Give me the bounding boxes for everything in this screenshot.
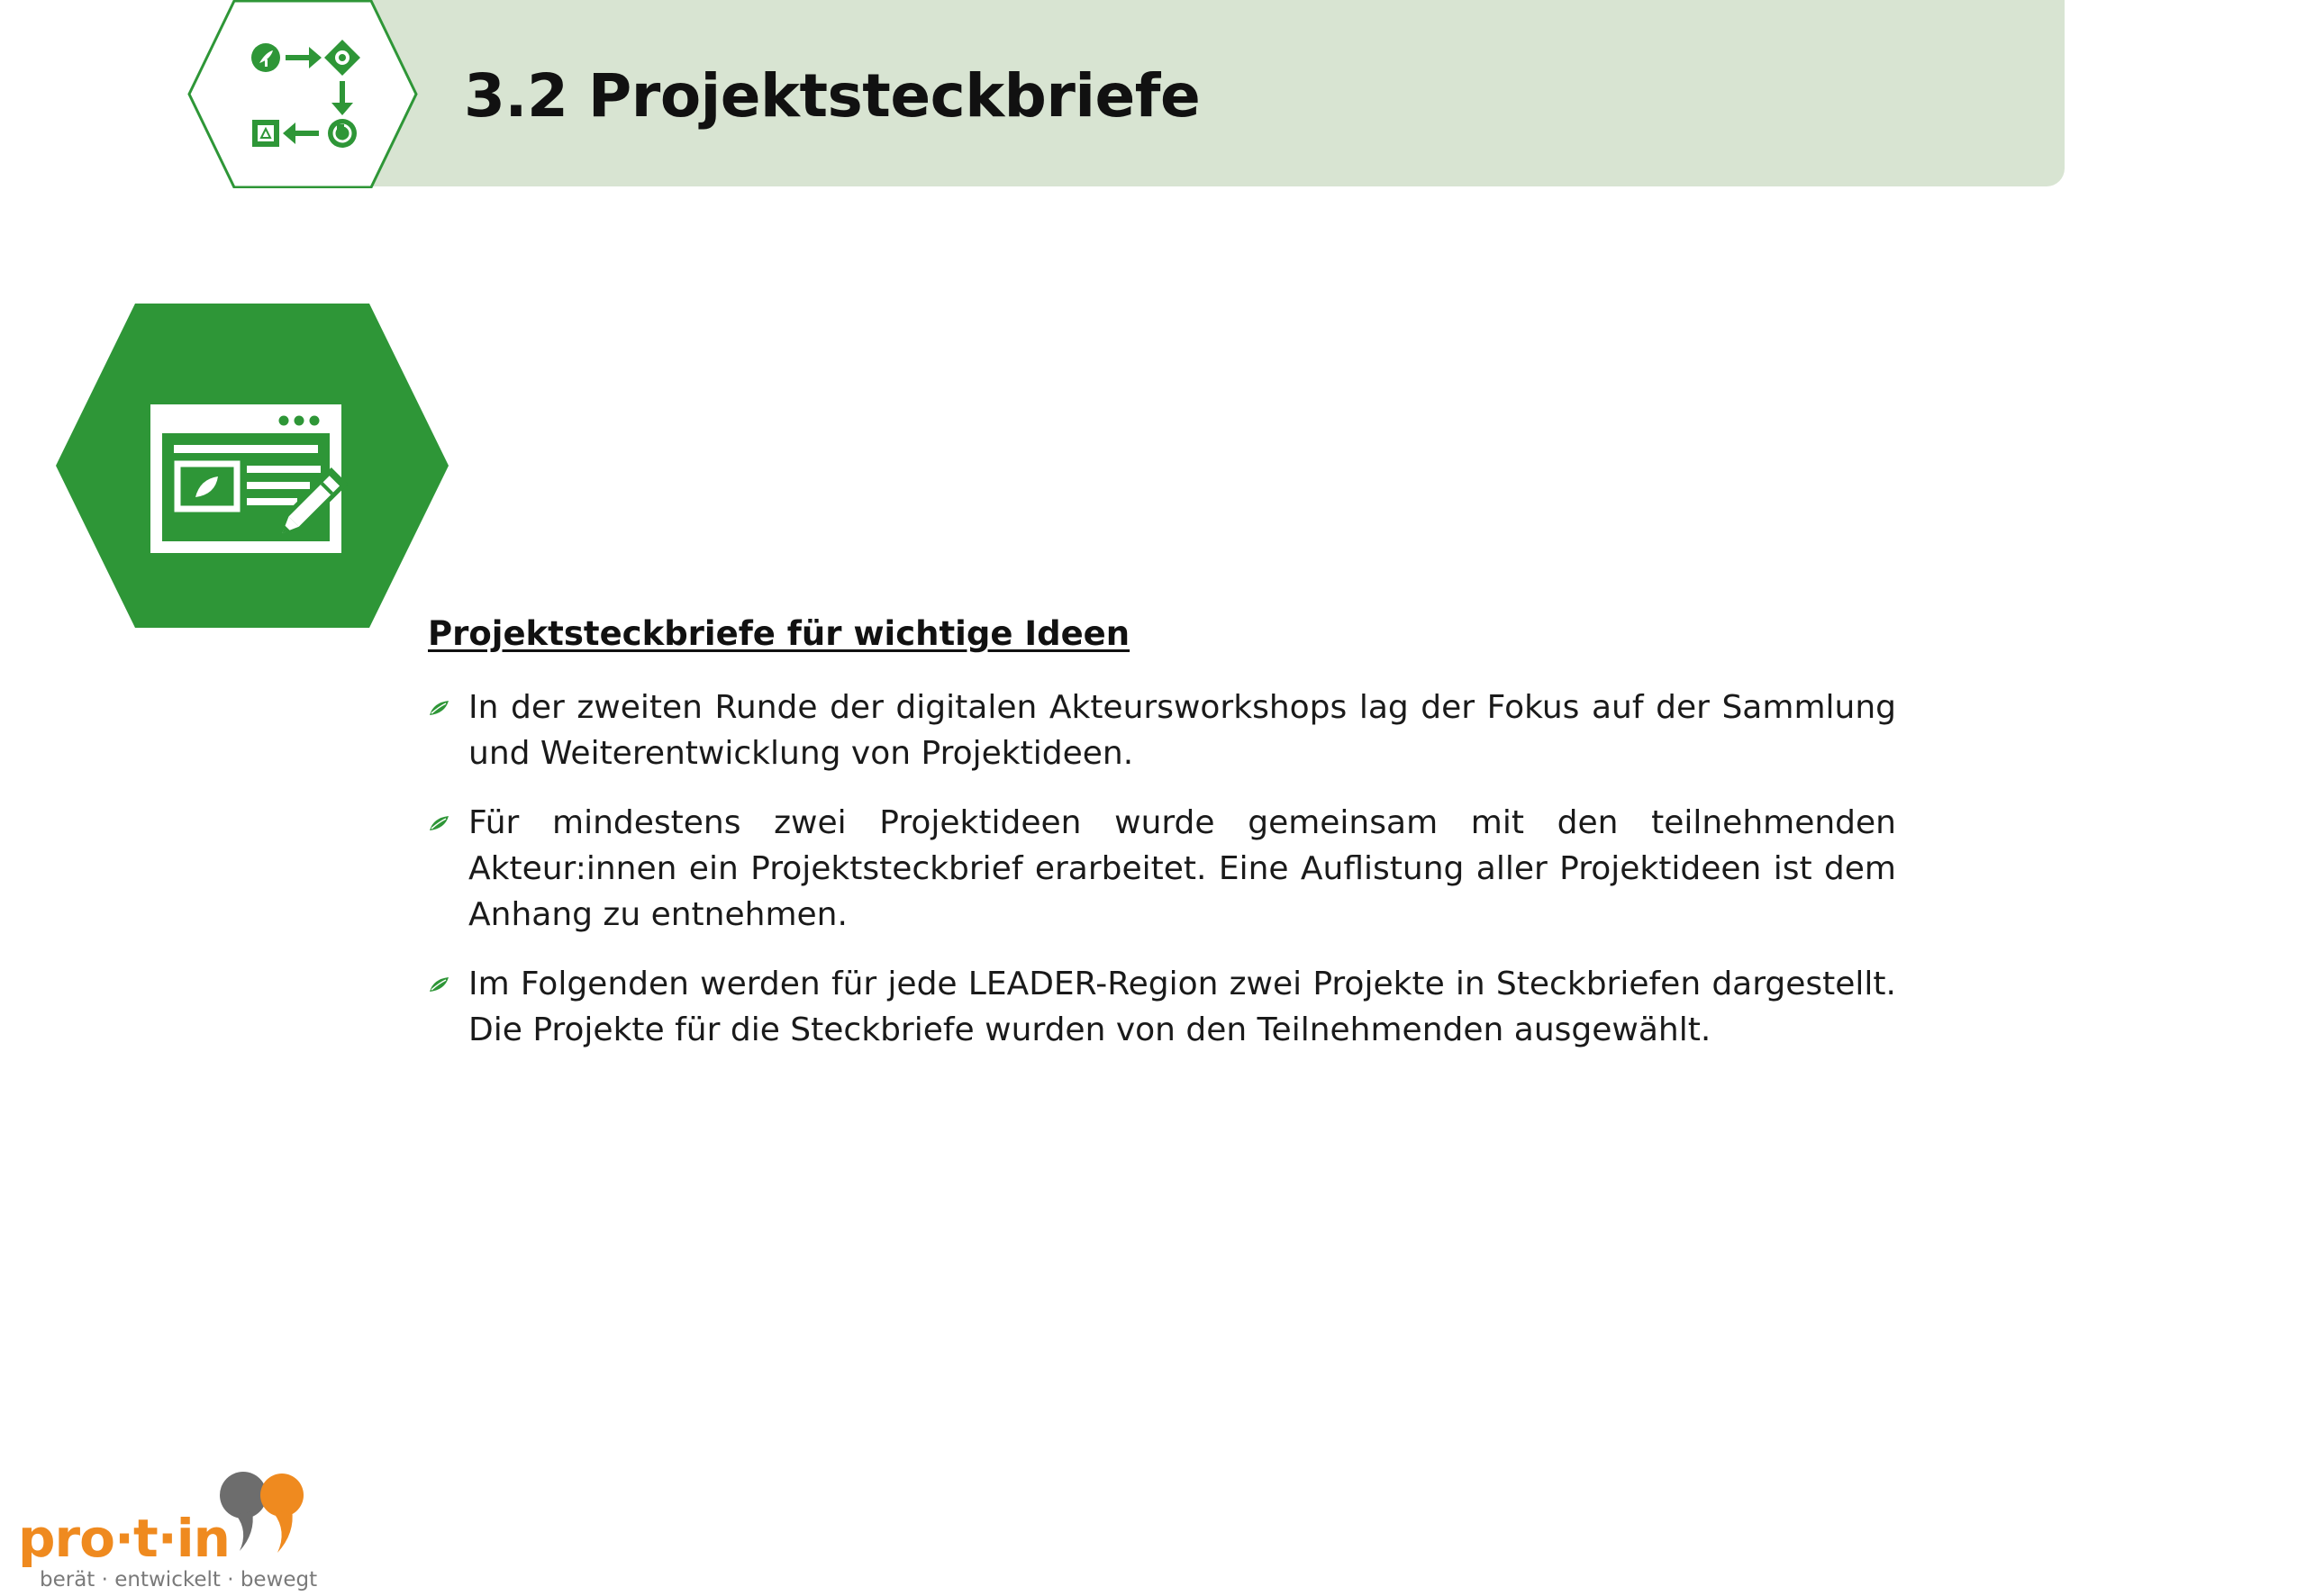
logo-tagline: berät · entwickelt · bewegt [40,1568,318,1591]
process-cycle-icon [187,0,418,188]
bullet-list [428,685,1896,1053]
content-section [428,609,1896,1076]
bullet-text: Für mindestens zwei Projektideen wurde gemeinsam mit den teilnehmenden Akteur:innen ein Projektsteckbrief erarbeitet. Eine Auflistung aller Projektideen ist dem Anhang zu entnehmen. [468,804,1896,933]
logo-wordmark: pro·t·in [18,1508,230,1569]
section-heading: Projektsteckbriefe für wichtige Ideen [428,614,1130,653]
company-logo [16,1468,318,1594]
list-item [428,685,1896,776]
leaf-icon [428,975,449,993]
section-hexagon [56,304,449,628]
page-title: 3.2 Projektsteckbriefe [464,61,1201,131]
leaf-icon [428,814,449,832]
bullet-text: In der zweiten Runde der digitalen Akteursworkshops lag der Fokus auf der Sammlung und Weiterentwicklung von Projektideen. [468,689,1896,772]
document-edit-icon [56,304,449,628]
leaf-icon [428,699,449,717]
list-item [428,800,1896,938]
header-hexagon [187,0,418,188]
list-item [428,961,1896,1053]
bullet-text: Im Folgenden werden für jede LEADER-Region zwei Projekte in Steckbriefen dargestellt. Die Projekte für die Steckbriefe wurden von den Teilnehmenden ausgewählt. [468,966,1896,1048]
